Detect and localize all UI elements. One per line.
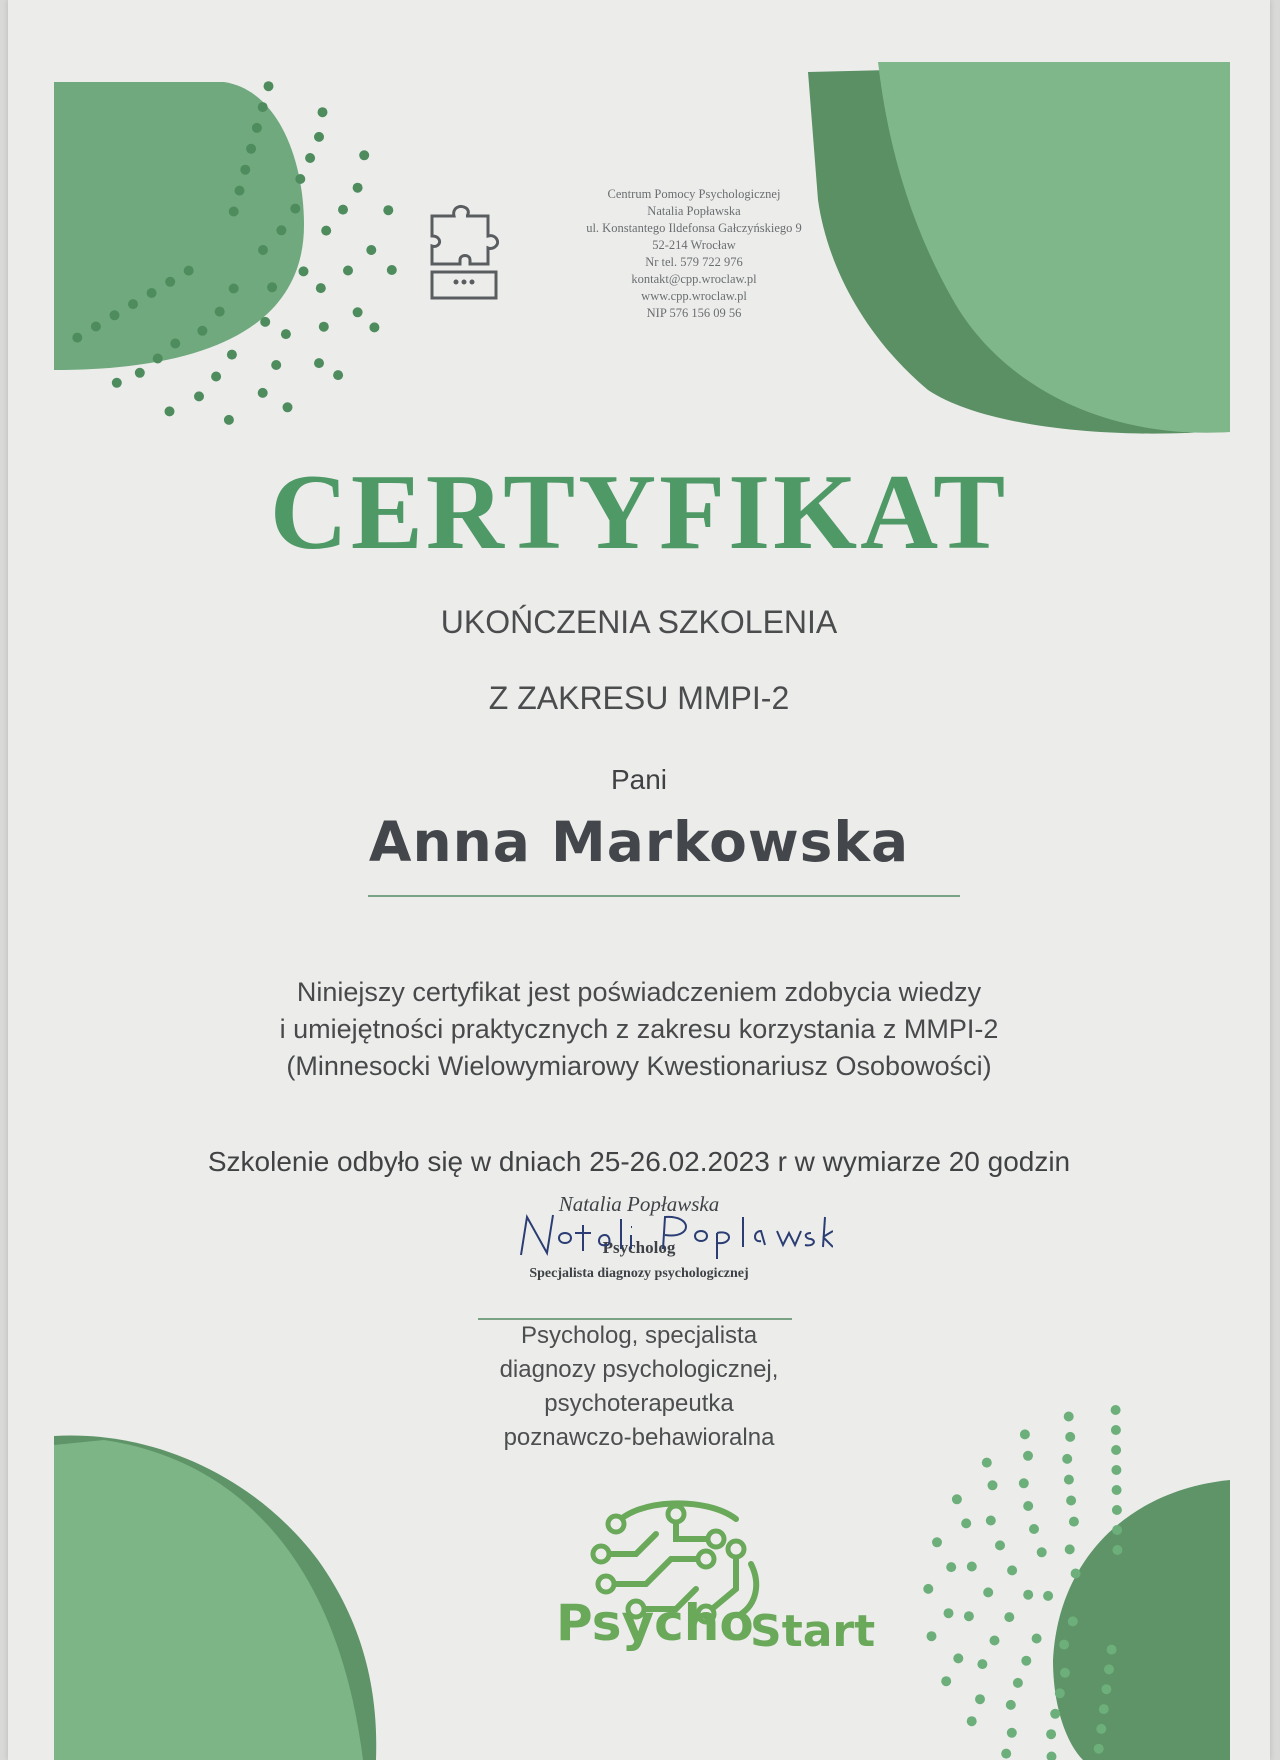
decorative-dot	[135, 368, 145, 378]
decorative-dot	[383, 205, 393, 215]
decorative-dot	[1062, 1454, 1072, 1464]
decorative-dot	[110, 310, 120, 320]
signer-role	[8, 1319, 1270, 1455]
decorative-dot	[1112, 1545, 1122, 1555]
decorative-dot	[240, 165, 250, 175]
decorative-dot	[359, 150, 369, 160]
recipient-name: Anna Markowska	[368, 810, 910, 874]
decorative-dot	[1029, 1524, 1039, 1534]
decorative-dot	[1001, 1749, 1011, 1759]
decorative-dot	[967, 1716, 977, 1726]
decorative-dot	[338, 205, 348, 215]
course-subject: Z ZAKRESU MMPI-2	[488, 680, 790, 716]
decorative-dot	[227, 350, 237, 360]
puzzle-icon	[426, 202, 510, 302]
decorative-dot	[319, 322, 329, 332]
decorative-dot	[1069, 1517, 1079, 1527]
decorative-dot	[153, 354, 163, 364]
decorative-dot	[260, 317, 270, 327]
decorative-dot	[1099, 1704, 1109, 1714]
company-stamp	[544, 186, 844, 322]
decorative-dot	[944, 1608, 954, 1618]
decorative-dot	[1007, 1728, 1017, 1738]
stamp-line: ul. Konstantego Ildefonsa Gałczyńskiego 9	[586, 221, 802, 235]
decorative-dot	[1021, 1656, 1031, 1666]
role-line: diagnozy psychologicznej,	[499, 1356, 779, 1383]
decorative-dot	[299, 266, 309, 276]
decorative-dot	[1013, 1678, 1023, 1688]
decorative-dot	[1032, 1634, 1042, 1644]
decorative-dot	[246, 144, 256, 154]
decorative-dot	[353, 183, 363, 193]
decorative-dot	[1037, 1547, 1047, 1557]
decorative-dot	[318, 107, 328, 117]
decorative-dot	[229, 207, 239, 217]
decorative-dot	[215, 307, 225, 317]
decorative-dot	[952, 1494, 962, 1504]
decorative-dot	[165, 406, 175, 416]
decorative-dot	[258, 102, 268, 112]
description-line: Niniejszy certyfikat jest poświadczeniem zdobycia wiedzy	[296, 977, 982, 1007]
decorative-dot	[369, 322, 379, 332]
stamp-signer-specialty: Specjalista diagnozy psychologicznej	[529, 1266, 749, 1281]
decorative-dot	[314, 358, 324, 368]
decorative-dot	[229, 284, 239, 294]
decorative-dot	[1006, 1700, 1016, 1710]
decorative-dot	[983, 1587, 993, 1597]
decorative-dot	[964, 1611, 974, 1621]
handwritten-signature	[513, 1205, 833, 1265]
stamp-signer-title: Psycholog	[602, 1238, 676, 1257]
decorative-dot	[305, 153, 315, 163]
decorative-dot	[72, 333, 82, 343]
stamp-line: Natalia Popławska	[647, 204, 741, 218]
decorative-dot	[1104, 1664, 1114, 1674]
decorative-dot	[1007, 1565, 1017, 1575]
decorative-dot	[1064, 1475, 1074, 1485]
decorative-dot	[961, 1518, 971, 1528]
decorative-dot	[1060, 1668, 1070, 1678]
decorative-dot	[343, 266, 353, 276]
decorative-dot	[1019, 1478, 1029, 1488]
bottom-left-light-shape	[54, 1440, 363, 1760]
decorative-dot	[1046, 1729, 1056, 1739]
salutation: Pani	[610, 764, 668, 795]
stamp-line: Nr tel. 579 722 976	[645, 255, 743, 269]
decorative-dot	[290, 204, 300, 214]
description-line: (Minnesocki Wielowymiarowy Kwestionariusz Osobowości)	[286, 1051, 992, 1081]
decorative-dot	[170, 339, 180, 349]
decorative-dot	[923, 1584, 933, 1594]
decorative-dot	[995, 1540, 1005, 1550]
decorative-dot	[953, 1653, 963, 1663]
decorative-dot	[1068, 1616, 1078, 1626]
decorative-dot	[283, 402, 293, 412]
decorative-dot	[1112, 1505, 1122, 1515]
decorative-dot	[258, 388, 268, 398]
decorative-dot	[1004, 1612, 1014, 1622]
decorative-dot	[281, 329, 291, 339]
decorative-dot	[982, 1458, 992, 1468]
decorative-dot	[1107, 1645, 1117, 1655]
decorative-dot	[1047, 1752, 1057, 1760]
decorative-dot	[387, 265, 397, 275]
decorative-dot	[946, 1562, 956, 1572]
stamp-line: NIP 576 156 09 56	[646, 306, 742, 320]
decorative-dot	[271, 360, 281, 370]
decorative-dot	[353, 307, 363, 317]
role-line: poznawczo-behawioralna	[503, 1424, 775, 1451]
decorative-dot	[366, 245, 376, 255]
certificate-subtitle: UKOŃCZENIA SZKOLENIA	[440, 604, 838, 640]
decorative-dot	[1111, 1465, 1121, 1475]
decorative-dot	[128, 299, 138, 309]
decorative-dot	[990, 1636, 1000, 1646]
decorative-dot	[1096, 1724, 1106, 1734]
certificate-description	[8, 974, 1270, 1085]
logo-part-start: Start	[750, 1606, 876, 1657]
decorative-dot	[967, 1562, 977, 1572]
stamp-line: 52-214 Wrocław	[652, 238, 736, 252]
decorative-dot	[321, 226, 331, 236]
decorative-dot	[1050, 1709, 1060, 1719]
stamp-line: kontakt@cpp.wroclaw.pl	[631, 272, 757, 286]
decorative-dot	[112, 378, 122, 388]
decorative-dot	[927, 1631, 937, 1641]
decorative-dot	[91, 322, 101, 332]
decorative-dot	[1112, 1485, 1122, 1495]
bottom-right-shape	[1053, 1480, 1230, 1760]
decorative-dot	[224, 415, 234, 425]
decorative-dot	[1065, 1544, 1075, 1554]
decorative-dot	[932, 1537, 942, 1547]
certificate-page	[8, 0, 1270, 1760]
logo-part-psycho: Psycho	[556, 1594, 754, 1652]
decorative-dot	[211, 372, 221, 382]
decorative-dot	[316, 283, 326, 293]
decorative-dot	[1094, 1744, 1104, 1754]
stamp-signer-name: Natalia Popławska	[558, 1192, 720, 1216]
decorative-dot	[1066, 1496, 1076, 1506]
certificate-title: CERTYFIKAT	[269, 453, 1009, 572]
decorative-dot	[264, 81, 274, 91]
stamp-line: www.cpp.wroclaw.pl	[641, 289, 747, 303]
decorative-dot	[165, 277, 175, 287]
decorative-dot	[988, 1480, 998, 1490]
decorative-dot	[252, 123, 262, 133]
decorative-dot	[197, 326, 207, 336]
decorative-dot	[147, 288, 157, 298]
decorative-dot	[276, 225, 286, 235]
decorative-dot	[295, 174, 305, 184]
decorative-dot	[1043, 1591, 1053, 1601]
decorative-dot	[258, 245, 268, 255]
decorative-dot	[977, 1659, 987, 1669]
decorative-dot	[986, 1516, 996, 1526]
decorative-dot	[1101, 1684, 1111, 1694]
training-info: Szkolenie odbyło się w dniach 25-26.02.2023 r w wymiarze 20 godzin	[207, 1146, 1071, 1177]
decorative-dot	[1059, 1640, 1069, 1650]
decorative-dot	[184, 266, 194, 276]
decorative-dot	[1023, 1501, 1033, 1511]
role-line: psychoterapeutka	[544, 1390, 734, 1417]
decorative-dot	[941, 1676, 951, 1686]
decorative-dot	[314, 132, 324, 142]
decorative-dot	[235, 186, 245, 196]
decorative-dot	[1023, 1590, 1033, 1600]
decorative-dot	[1055, 1688, 1065, 1698]
decorative-dot	[333, 370, 343, 380]
role-line: Psycholog, specjalista	[520, 1322, 758, 1349]
description-line: i umiejętności praktycznych z zakresu korzystania z MMPI-2	[279, 1014, 999, 1044]
decorative-dot	[975, 1694, 985, 1704]
decorative-dot	[194, 391, 204, 401]
decorative-dot	[1112, 1525, 1122, 1535]
stamp-line: Centrum Pomocy Psychologicznej	[607, 187, 781, 201]
decorative-dot	[1071, 1569, 1081, 1579]
decorative-dot	[267, 282, 277, 292]
